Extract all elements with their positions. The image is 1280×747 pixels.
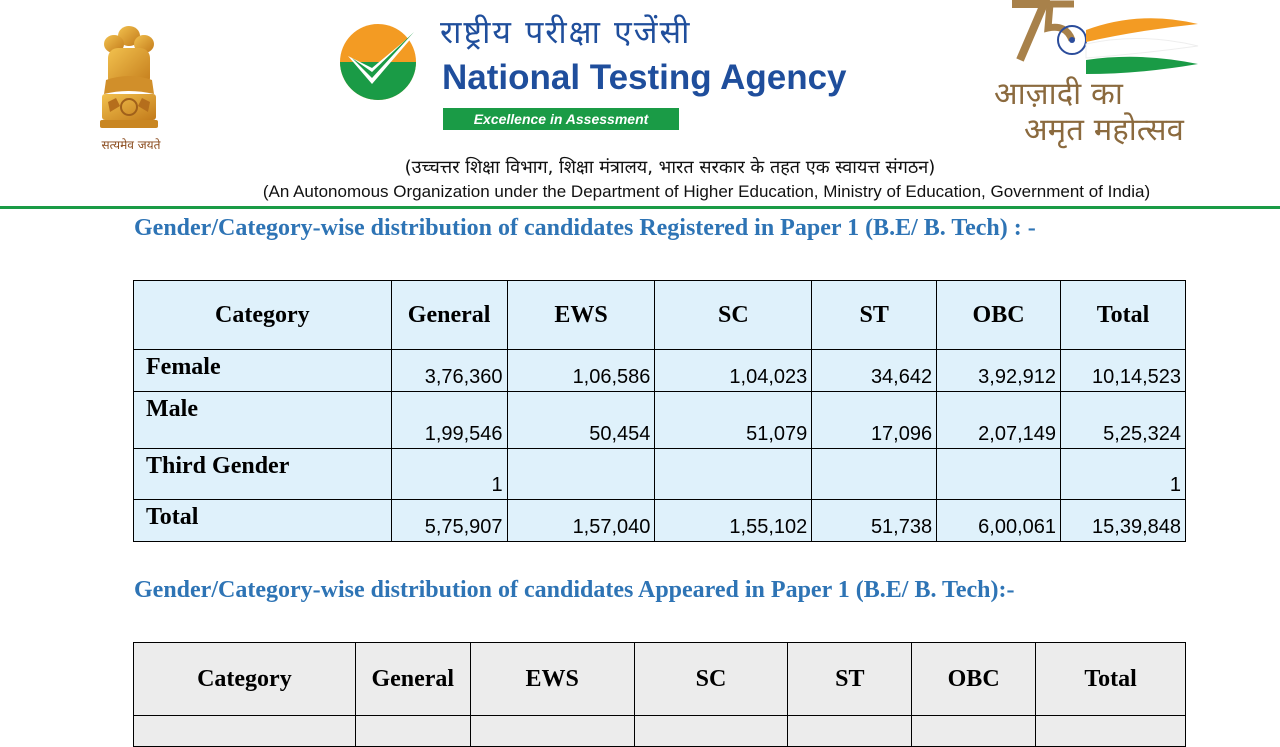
appeared-title: Gender/Category-wise distribution of candidates Appeared in Paper 1 (B.E/ B. Tech):- <box>134 577 1015 603</box>
table-cell: 51,738 <box>812 500 937 542</box>
column-header: ST <box>812 281 937 350</box>
row-label: Total <box>134 500 392 542</box>
table-row <box>134 392 1186 449</box>
emblem-motto: सत्यमेव जयते <box>101 138 161 152</box>
column-header: SC <box>655 281 812 350</box>
table-cell: 15,39,848 <box>1061 500 1186 542</box>
nta-logo <box>334 22 424 107</box>
checkmark-circle-icon <box>334 22 424 102</box>
column-header: General <box>391 281 507 350</box>
table-cell <box>812 449 937 500</box>
table-row <box>134 500 1186 542</box>
row-label: Male <box>134 392 392 449</box>
table-cell <box>470 716 634 747</box>
table-cell: 6,00,061 <box>937 500 1061 542</box>
table-cell: 1,06,586 <box>507 350 655 392</box>
azadi-75-flag-icon <box>990 0 1230 80</box>
table-cell: 10,14,523 <box>1061 350 1186 392</box>
table-cell: 17,096 <box>812 392 937 449</box>
row-label: Female <box>134 350 392 392</box>
subtitle-hindi: (उच्चत्तर शिक्षा विभाग, शिक्षा मंत्रालय, भारत सरकार के तहत एक स्वायत्त संगठन) <box>404 157 936 178</box>
table-cell <box>937 449 1061 500</box>
column-header: Total <box>1036 643 1186 716</box>
column-header: OBC <box>912 643 1036 716</box>
column-header: Category <box>134 643 356 716</box>
table-cell <box>634 716 788 747</box>
table-cell: 5,25,324 <box>1061 392 1186 449</box>
nta-tagline: Excellence in Assessment <box>443 108 679 130</box>
table-cell: 2,07,149 <box>937 392 1061 449</box>
state-emblem <box>86 22 172 158</box>
table-cell <box>788 716 912 747</box>
table-cell: 1 <box>391 449 507 500</box>
table-row <box>134 716 1186 747</box>
azadi-logo <box>990 0 1230 150</box>
table-cell <box>655 449 812 500</box>
nta-name-english: National Testing Agency <box>442 58 847 97</box>
column-header: Total <box>1061 281 1186 350</box>
table-cell: 50,454 <box>507 392 655 449</box>
table-cell: 5,75,907 <box>391 500 507 542</box>
column-header: EWS <box>507 281 655 350</box>
table-cell <box>912 716 1036 747</box>
table-header-row <box>134 281 1186 350</box>
table-cell <box>1036 716 1186 747</box>
table-cell: 3,92,912 <box>937 350 1061 392</box>
table-cell: 1,57,040 <box>507 500 655 542</box>
row-label: Third Gender <box>134 449 392 500</box>
nta-name-hindi: राष्ट्रीय परीक्षा एजेंसी <box>440 13 692 51</box>
table-cell <box>355 716 470 747</box>
table-row <box>134 449 1186 500</box>
table-cell: 1,99,546 <box>391 392 507 449</box>
table-cell: 1 <box>1061 449 1186 500</box>
column-header: EWS <box>470 643 634 716</box>
azadi-line2: अमृत महोत्सव <box>1024 112 1184 148</box>
table-header-row <box>134 643 1186 716</box>
column-header: Category <box>134 281 392 350</box>
column-header: General <box>355 643 470 716</box>
subtitle-english: (An Autonomous Organization under the Department of Higher Education, Ministry of Education, Government of India) <box>262 182 1151 201</box>
table-cell <box>507 449 655 500</box>
table-cell: 3,76,360 <box>391 350 507 392</box>
table-cell: 34,642 <box>812 350 937 392</box>
column-header: ST <box>788 643 912 716</box>
registered-title: Gender/Category-wise distribution of candidates Registered in Paper 1 (B.E/ B. Tech) : - <box>134 215 1036 241</box>
appeared-table <box>133 642 1186 747</box>
table-cell <box>134 716 356 747</box>
registered-table <box>133 280 1186 542</box>
azadi-line1: आज़ादी का <box>994 76 1123 112</box>
table-cell: 1,55,102 <box>655 500 812 542</box>
table-row <box>134 350 1186 392</box>
table-cell: 51,079 <box>655 392 812 449</box>
header-divider <box>0 206 1280 209</box>
state-emblem-icon <box>94 22 164 134</box>
column-header: SC <box>634 643 788 716</box>
table-cell: 1,04,023 <box>655 350 812 392</box>
column-header: OBC <box>937 281 1061 350</box>
